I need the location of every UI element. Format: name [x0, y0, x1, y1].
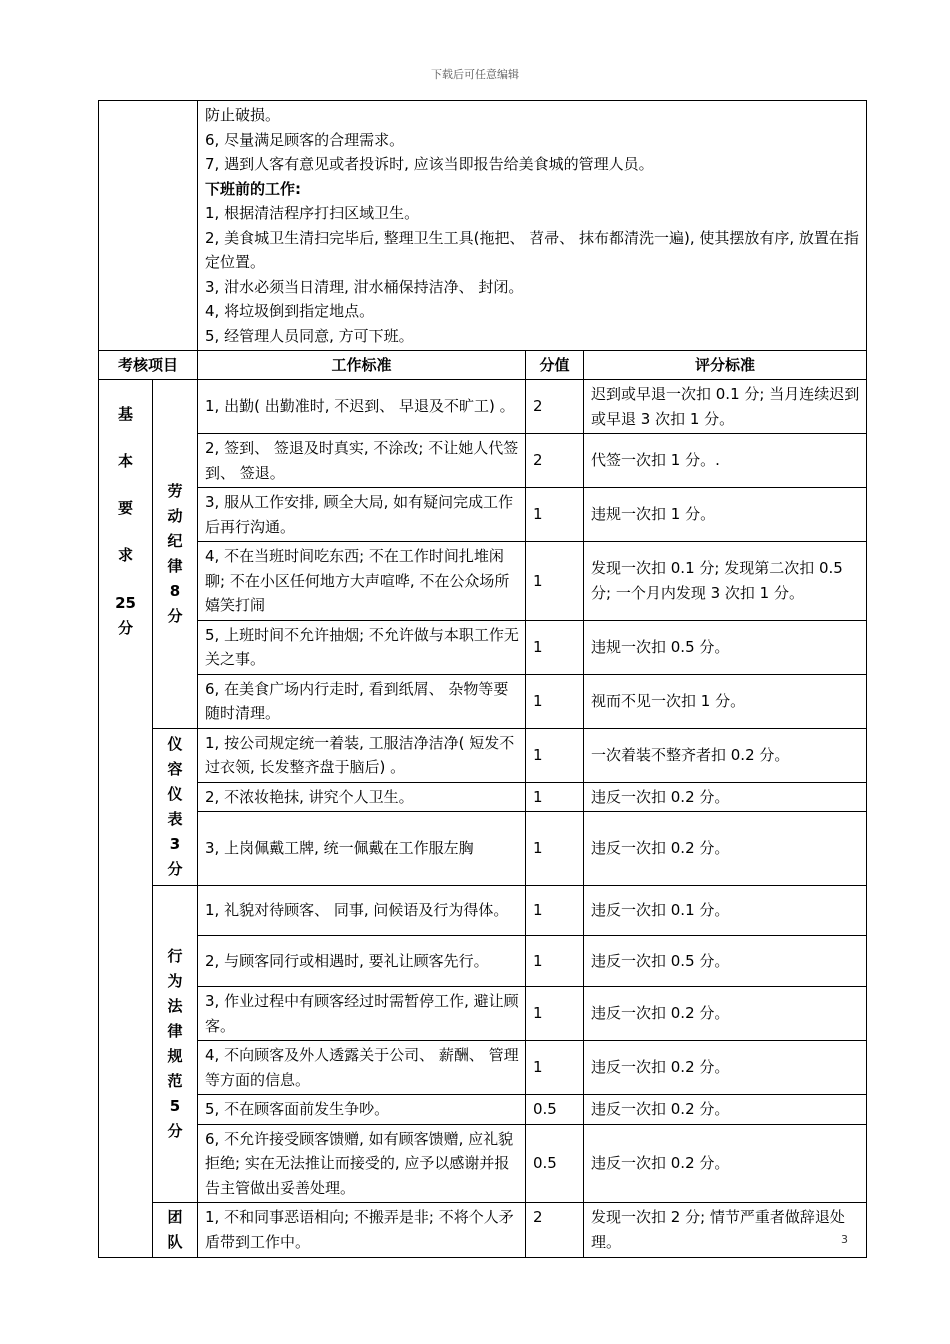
standard-cell: 1, 出勤( 出勤准时, 不迟到、 早退及不旷工) 。	[198, 380, 526, 434]
group-label-char: 要	[117, 499, 133, 517]
intro-line: 5, 经管理人员同意, 方可下班。	[205, 326, 414, 345]
category-label-char: 分	[167, 606, 183, 625]
score-cell: 1	[526, 728, 584, 782]
score-cell: 1	[526, 542, 584, 621]
table-row	[99, 812, 867, 886]
rule-cell: 发现一次扣 0.1 分; 发现第二次扣 0.5 分; 一个月内发现 3 次扣 1 分。	[584, 542, 867, 621]
rule-cell: 一次着装不整齐者扣 0.2 分。	[584, 728, 867, 782]
table-row	[99, 674, 867, 728]
score-cell: 1	[526, 620, 584, 674]
category-label-char: 容	[167, 759, 183, 778]
rule-cell: 违反一次扣 0.2 分。	[584, 812, 867, 886]
group-label-char: 基	[117, 405, 133, 423]
score-cell: 1	[526, 1041, 584, 1095]
intro-line: 防止破损。	[205, 106, 281, 124]
intro-line: 3, 泔水必须当日清理, 泔水桶保持洁净、 封闭。	[205, 277, 524, 296]
table-row	[99, 886, 867, 936]
table-row	[99, 1095, 867, 1125]
rule-cell: 违规一次扣 0.5 分。	[584, 620, 867, 674]
rule-cell: 违反一次扣 0.2 分。	[584, 782, 867, 812]
rule-cell: 违反一次扣 0.5 分。	[584, 936, 867, 987]
intro-line: 4, 将垃圾倒到指定地点。	[205, 302, 375, 320]
rule-cell: 迟到或早退一次扣 0.1 分; 当月连续迟到或早退 3 次扣 1 分。	[584, 380, 867, 434]
standard-cell: 2, 不浓妆艳抹, 讲究个人卫生。	[198, 782, 526, 812]
standard-cell: 2, 签到、 签退及时真实, 不涂改; 不让她人代签到、 签退。	[198, 434, 526, 488]
group-label-char: 求	[117, 546, 133, 564]
table-header-row	[99, 351, 867, 380]
table-row	[99, 434, 867, 488]
assessment-table	[98, 100, 867, 1258]
standard-cell: 1, 不和同事恶语相向; 不搬弄是非; 不将个人矛盾带到工作中。	[198, 1203, 526, 1258]
table-row	[99, 987, 867, 1041]
category-label-char: 规	[167, 1047, 183, 1065]
standard-cell: 3, 作业过程中有顾客经过时需暂停工作, 避让顾客。	[198, 987, 526, 1041]
category-label-char: 5	[169, 1097, 181, 1115]
table-row	[99, 1124, 867, 1203]
standard-cell: 6, 不允许接受顾客馈赠, 如有顾客馈赠, 应礼貌拒绝; 实在无法推让而接受的, 应予以感谢并报告主管做出妥善处理。	[198, 1124, 526, 1203]
category-label-char: 为	[167, 972, 183, 990]
page-header: 下载后可任意编辑	[431, 68, 519, 81]
standard-cell: 1, 礼貌对待顾客、 同事, 问候语及行为得体。	[198, 886, 526, 936]
rule-cell: 视而不见一次扣 1 分。	[584, 674, 867, 728]
score-cell: 0.5	[526, 1095, 584, 1125]
table-row	[99, 380, 867, 434]
score-cell: 0.5	[526, 1124, 584, 1203]
rule-cell: 违反一次扣 0.2 分。	[584, 1041, 867, 1095]
group-label-char: 本	[117, 452, 133, 470]
table-row	[99, 728, 867, 782]
intro-text-cell	[198, 101, 867, 351]
category-label-cell	[153, 1203, 198, 1258]
category-label-char: 法	[167, 997, 183, 1015]
intro-line: 7, 遇到人客有意见或者投诉时, 应该当即报告给美食城的管理人员。	[205, 155, 654, 173]
score-cell: 2	[526, 1203, 584, 1258]
score-cell: 1	[526, 782, 584, 812]
category-label-char: 分	[167, 859, 183, 878]
category-label-char: 动	[167, 506, 183, 525]
rule-cell: 违反一次扣 0.1 分。	[584, 886, 867, 936]
group-label-cell	[99, 380, 153, 1258]
rule-cell: 违反一次扣 0.2 分。	[584, 1124, 867, 1203]
table-row	[99, 620, 867, 674]
category-label-char: 表	[167, 809, 183, 828]
category-label-cell	[153, 380, 198, 729]
rule-cell: 违规一次扣 1 分。	[584, 488, 867, 542]
standard-cell: 3, 上岗佩戴工牌, 统一佩戴在工作服左胸	[198, 812, 526, 886]
category-label-char: 分	[167, 1122, 183, 1140]
category-label-char: 3	[169, 834, 181, 853]
page-number: 3	[841, 1233, 848, 1246]
category-label-char: 范	[167, 1072, 183, 1090]
standard-cell: 5, 上班时间不允许抽烟; 不允许做与本职工作无关之事。	[198, 620, 526, 674]
standard-cell: 1, 按公司规定统一着装, 工服洁净洁净( 短发不过衣领, 长发整齐盘于脑后) 。	[198, 728, 526, 782]
category-label-char: 8	[169, 581, 181, 600]
intro-line: 6, 尽量满足顾客的合理需求。	[205, 130, 405, 149]
category-label-cell	[153, 728, 198, 886]
score-cell: 2	[526, 380, 584, 434]
intro-subheading: 下班前的工作:	[205, 179, 301, 198]
group-label-char: 25	[115, 594, 136, 612]
score-cell: 1	[526, 936, 584, 987]
score-cell: 1	[526, 987, 584, 1041]
rule-cell: 违反一次扣 0.2 分。	[584, 987, 867, 1041]
intro-line: 1, 根据清洁程序打扫区域卫生。	[205, 204, 420, 222]
intro-line: 2, 美食城卫生清扫完毕后, 整理卫生工具(拖把、 苕帚、 抹布都清洗一遍), 使其摆放有序, 放置在指定位置。	[205, 228, 859, 271]
category-label-char: 律	[167, 1022, 183, 1040]
table-row	[99, 1041, 867, 1095]
header-cell-standard: 工作标准	[198, 351, 526, 380]
standard-cell: 2, 与顾客同行或相遇时, 要礼让顾客先行。	[198, 936, 526, 987]
category-label-char: 团	[167, 1208, 183, 1226]
score-cell: 1	[526, 812, 584, 886]
standard-cell: 5, 不在顾客面前发生争吵。	[198, 1095, 526, 1125]
category-label-char: 劳	[167, 481, 183, 500]
rule-cell: 违反一次扣 0.2 分。	[584, 1095, 867, 1125]
category-label-cell	[153, 886, 198, 1203]
table-row	[99, 488, 867, 542]
intro-blank-cell	[99, 101, 198, 351]
standard-cell: 3, 服从工作安排, 顾全大局, 如有疑问完成工作后再行沟通。	[198, 488, 526, 542]
standard-cell: 4, 不在当班时间吃东西; 不在工作时间扎堆闲聊; 不在小区任何地方大声喧哗, 不在公众场所嬉笑打闹	[198, 542, 526, 621]
table-row	[99, 782, 867, 812]
category-label-char: 队	[167, 1233, 183, 1251]
score-cell: 1	[526, 488, 584, 542]
header-cell-score: 分值	[526, 351, 584, 380]
category-label-char: 纪	[167, 531, 183, 550]
rule-cell: 代签一次扣 1 分。.	[584, 434, 867, 488]
category-label-char: 仪	[167, 734, 183, 753]
category-label-char: 律	[167, 556, 183, 575]
header-cell-rule: 评分标准	[584, 351, 867, 380]
score-cell: 2	[526, 434, 584, 488]
table-row	[99, 542, 867, 621]
score-cell: 1	[526, 886, 584, 936]
group-label-char: 分	[117, 619, 133, 637]
category-label-char: 行	[167, 947, 183, 965]
score-cell: 1	[526, 674, 584, 728]
rule-cell: 发现一次扣 2 分; 情节严重者做辞退处理。	[584, 1203, 867, 1258]
intro-row	[99, 101, 867, 351]
table-row	[99, 936, 867, 987]
standard-cell: 6, 在美食广场内行走时, 看到纸屑、 杂物等要随时清理。	[198, 674, 526, 728]
table-row	[99, 1203, 867, 1258]
header-cell-item: 考核项目	[99, 351, 198, 380]
category-label-char: 仪	[167, 784, 183, 803]
standard-cell: 4, 不向顾客及外人透露关于公司、 薪酬、 管理等方面的信息。	[198, 1041, 526, 1095]
